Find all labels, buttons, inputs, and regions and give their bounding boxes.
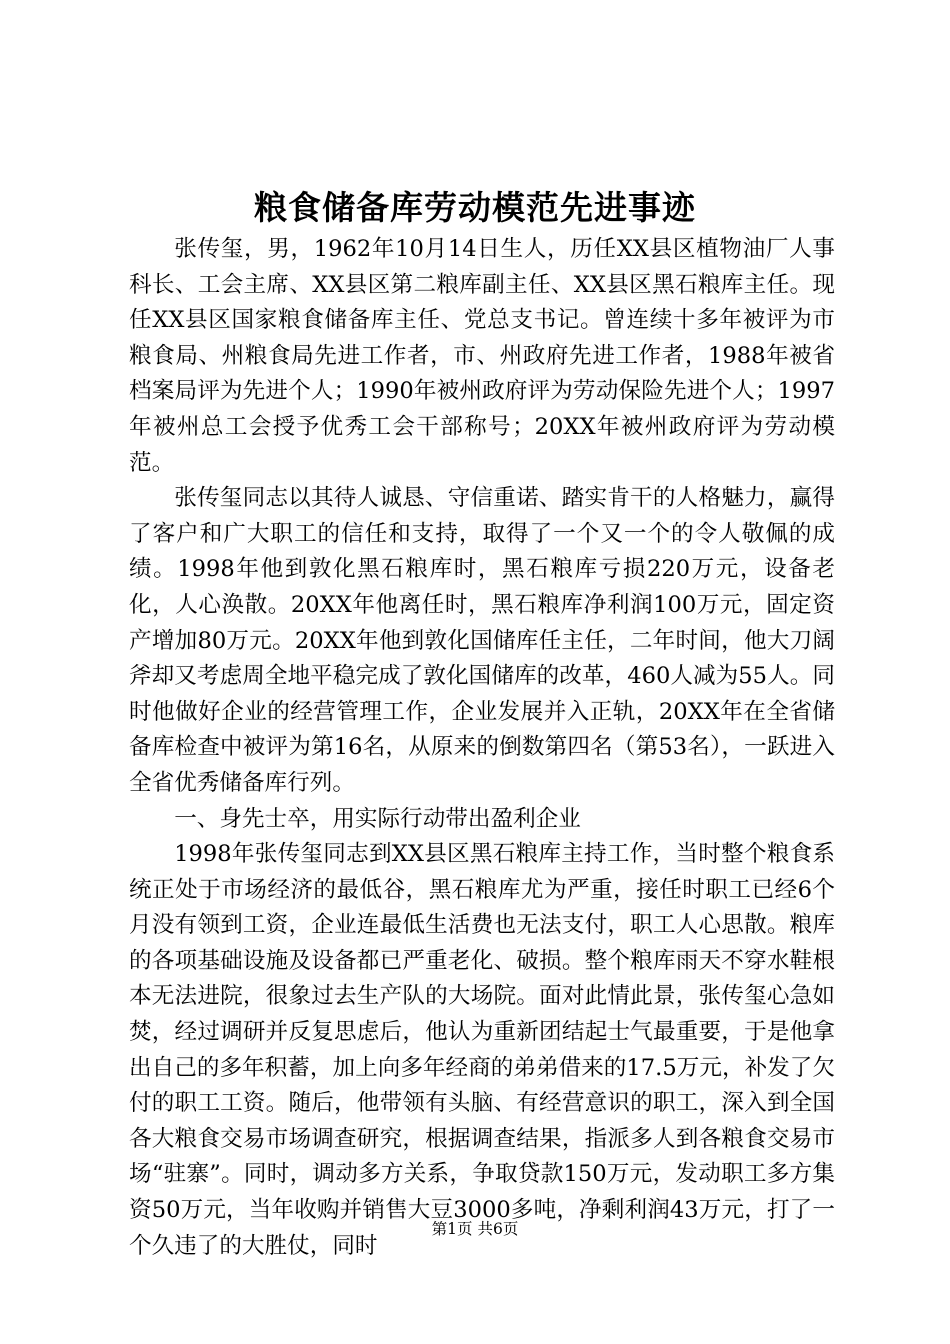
paragraph-section-one: 1998年张传玺同志到XX县区黑石粮库主持工作，当时整个粮食系统正处于市场经济的最低谷，黑石粮库尤为严重，接任时职工已经6个月没有领到工资，企业连最低生活费也无法支付，职工人心思散。粮库的各项基础设施及设备都已严重老化、破损。整个粮库雨天不穿水鞋根本无法进院，很象过去生产队的大场院。面对此情此景，张传玺心急如焚，经过调研并反复思虑后，他认为重新团结起士气最重要，于是他拿出自己的多年积蓄，加上向多年经商的弟弟借来的17.5万元，补发了欠付的职工工资。随后，他带领有头脑、有经营意识的职工，深入到全国各大粮食交易市场调查研究，根据调查结果，指派多人到各粮食交易市场“驻寨”。同时，调动多方关系，争取贷款150万元，发动职工多方集资50万元，当年收购并销售大豆3000多吨，净剩利润43万元，打了一个久违了的大胜仗，同时: [129, 841, 835, 1259]
document-title: 粮食储备库劳动模范先进事迹: [254, 188, 696, 227]
document-body: [129, 232, 835, 1264]
paragraph-intro: 张传玺，男，1962年10月14日生人，历任XX县区植物油厂人事科长、工会主席、XX县区第二粮库副主任、XX县区黑石粮库主任。现任XX县区国家粮食储备库主任、党总支书记。曾连续十多年被评为市粮食局、州粮食局先进工作者，市、州政府先进工作者，1988年被省档案局评为先进个人；1990年被州政府评为劳动保险先进个人；1997年被州总工会授予优秀工会干部称号；20XX年被州政府评为劳动模范。: [129, 236, 835, 476]
section-heading: 一、身先士卒，用实际行动带出盈利企业: [174, 805, 581, 832]
paragraph-achievements: 张传玺同志以其待人诚恳、守信重诺、踏实肯干的人格魅力，赢得了客户和广大职工的信任和支持，取得了一个又一个的令人敬佩的成绩。1998年他到敦化黑石粮库时，黑石粮库亏损220万元，设备老化，人心涣散。20XX年他离任时，黑石粮库净利润100万元，固定资产增加80万元。20XX年他到敦化国储库任主任，二年时间，他大刀阔斧却又考虑周全地平稳完成了敦化国储库的改革，460人减为55人。同时他做好企业的经营管理工作，企业发展并入正轨，20XX年在全省储备库检查中被评为第16名，从原来的倒数第四名（第53名），一跃进入全省优秀储备库行列。: [129, 485, 835, 796]
page-number-footer: 第1页 共6页: [431, 1220, 519, 1238]
